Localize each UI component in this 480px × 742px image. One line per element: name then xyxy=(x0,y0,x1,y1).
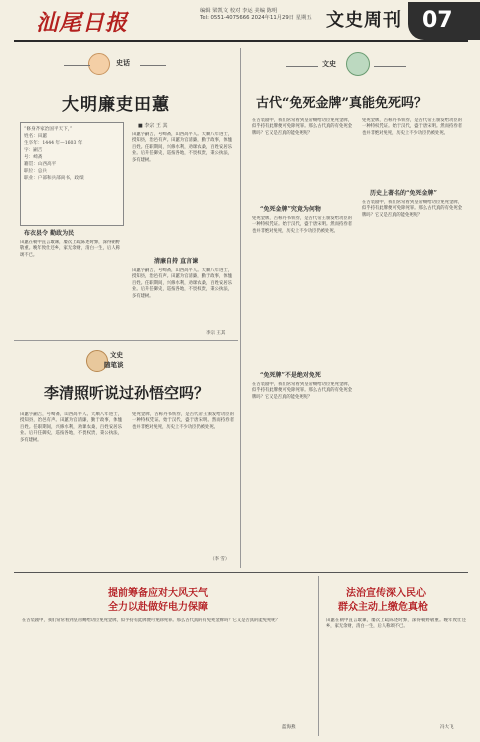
tel-line xyxy=(200,15,320,22)
article-liqingzhao xyxy=(14,342,238,568)
rt-body-col1-a: 在古装剧中，我们常常看到皇帝赐给功臣免死金牌，似乎持有此牌便可免除死罪。那么古代真的有免死金牌吗？它又是否真的能免死呢？ xyxy=(252,118,352,136)
tag-label-2: 随笔谈 xyxy=(104,361,124,369)
dianli-body: 在古装剧中，我们常常看到皇帝赐给功臣免死金牌，似乎持有此牌便可免除死罪。那么古代真的有免死金牌吗？它又是否真的能免死呢？ xyxy=(22,618,280,623)
rt-body-col1-b: 免死金牌，古称丹书铁券，是古代帝王颁发给功臣的一种特权凭证。始于汉代，盛于唐宋明。然而持券者也并非绝对免死，历史上不少功臣仍被处死。 xyxy=(252,216,352,234)
profile-line: 字：嗣吉 xyxy=(24,148,43,153)
profile-line: 生卒年：1444 年—1603 年 xyxy=(24,141,83,146)
headline-fazhi-2: 群众主动上缴危真枪 xyxy=(338,602,428,613)
body-text-col2-top: 田蕙字嗣吉，号崎斋，山西高平人。天顺八年进士，授知县，治邑有声。田蕙为官清廉，勤于政事，体恤百姓。任职期间，兴修水利，劝课农桑，百姓安居乐业。后升任御史，巡按各地，不畏权贵，秉公执法，多有建树。 xyxy=(132,132,232,163)
tag-label: 史话 xyxy=(116,58,130,67)
tag-underline-right xyxy=(140,65,166,66)
article-fazhi xyxy=(322,576,468,736)
tag-underline xyxy=(64,65,90,66)
tag-circle-icon xyxy=(346,52,370,76)
rt-body-col2-a: 免死金牌，古称丹书铁券，是古代帝王颁发给功臣的一种特权凭证。始于汉代，盛于唐宋明。然而持券者也并非绝对免死，历史上不少功臣仍被处死。 xyxy=(362,118,462,136)
body-text-col1: 田蕙在朝中直言敢谏，屡次上疏陈述时弊，深得朝野敬重。晚年致仕还乡，家无余财，清白一生，后人称颂不已。 xyxy=(20,240,120,258)
subhead-bushi: “免死牌”不是绝对免死 xyxy=(260,372,321,379)
row-divider xyxy=(14,340,238,341)
headline-mianssi: 古代“免死金牌”真能免死吗？ xyxy=(256,96,427,111)
tag-label-1: 文史 xyxy=(110,351,123,359)
profile-line: 姓名：田蕙 xyxy=(24,134,47,139)
logo-text: 汕尾日报 xyxy=(36,10,129,36)
section-tag-suibi xyxy=(100,346,150,374)
page-number-tab xyxy=(408,2,480,40)
subhead-zhuming: 历史上著名的“免死金牌” xyxy=(370,190,437,197)
profile-line: 职位：总兵 xyxy=(24,169,47,174)
mid-body-col2: 免死金牌，古称丹书铁券，是古代帝王颁发给功臣的一种特权凭证。始于汉代，盛于唐宋明。然而持券者也并非绝对免死，历史上不少功臣仍被处死。 xyxy=(132,412,234,430)
masthead xyxy=(0,0,480,44)
masthead-info xyxy=(200,8,320,22)
rt-body-col1-c: 在古装剧中，我们常常看到皇帝赐给功臣免死金牌，似乎持有此牌便可免除死罪。那么古代真的有免死金牌吗？它又是否真的能免死呢？ xyxy=(252,382,352,400)
date-text: 2024年11月29日 星期五 xyxy=(251,15,312,21)
fazhi-body: 田蕙在朝中直言敢谏，屡次上疏陈述时弊，深得朝野敬重。晚年致仕还乡，家无余财，清白一生，后人称颂不已。 xyxy=(326,618,466,630)
signature-liqingzhao: （李 雪） xyxy=(210,557,230,562)
profile-line: “修身齐家治国平天下，” xyxy=(24,127,73,132)
headline-dianli-1: 提前筹备应对大风天气 xyxy=(108,588,208,599)
page-number: 07 xyxy=(422,8,453,33)
section-tag-wenshi xyxy=(322,52,382,76)
subhead-qinglian: 清廉自持 直言谏 xyxy=(154,258,199,265)
profile-line: 职业：户部和兵部尚书，政绩 xyxy=(24,176,84,181)
rt-body-col2-b: 在古装剧中，我们常常看到皇帝赐给功臣免死金牌，似乎持有此牌便可免除死罪。那么古代真的有免死金牌吗？它又是否真的能免死呢？ xyxy=(362,200,462,218)
author-dianli: 蓝海燕 xyxy=(282,725,296,730)
byline: ■ 李宗 王 其 xyxy=(138,123,168,129)
tag-underline xyxy=(286,66,318,67)
tag-label: 文史 xyxy=(322,59,336,68)
headline-fazhi-1: 法治宣传深入民心 xyxy=(346,588,426,599)
tel-text: Tel: 0551-4075666 xyxy=(200,15,250,21)
masthead-rule xyxy=(14,40,468,42)
article-tianhui xyxy=(14,48,236,340)
tag-underline-right xyxy=(374,66,406,67)
bottom-column-divider xyxy=(318,576,319,736)
profile-line: 号：崎斋 xyxy=(24,155,43,160)
headline-dianli-2: 全力以赴做好电力保障 xyxy=(108,602,208,613)
bottom-rule xyxy=(14,572,468,573)
author-tianhui: 李宗 王其 xyxy=(206,331,226,336)
newspaper-logo xyxy=(36,6,136,38)
profile-box xyxy=(20,122,124,226)
author-fazhi: 冯大飞 xyxy=(440,725,454,730)
article-dianli xyxy=(14,576,314,736)
section-title: 文史周刊 xyxy=(326,10,402,31)
section-tag-shihua xyxy=(94,52,154,74)
column-divider xyxy=(240,48,241,568)
article-mianssi xyxy=(246,48,468,568)
headline-tianhui: 大明廉吏田蕙 xyxy=(62,95,170,115)
subhead-buyi: 布衣县令 勤政为民 xyxy=(24,230,75,237)
subhead-jiujing: “免死金牌”究竟为何物 xyxy=(260,206,321,213)
mid-body-col1: 田蕙字嗣吉，号崎斋，山西高平人。天顺八年进士，授知县，治邑有声。田蕙为官清廉，勤于政事，体恤百姓。任职期间，兴修水利，劝课农桑，百姓安居乐业。后升任御史，巡按各地，不畏权贵，秉公执法，多有建树。 xyxy=(20,412,122,443)
editor-line: 编辑 梁凯文 校对 李运 美编 陈明 xyxy=(200,8,278,14)
tag-circle-icon xyxy=(88,53,110,75)
body-text-col2-bottom: 田蕙字嗣吉，号崎斋，山西高平人。天顺八年进士，授知县，治邑有声。田蕙为官清廉，勤于政事，体恤百姓。任职期间，兴修水利，劝课农桑，百姓安居乐业。后升任御史，巡按各地，不畏权贵，秉公执法，多有建树。 xyxy=(132,268,232,299)
profile-line: 籍贯：山西高平 xyxy=(24,162,57,167)
headline-liqingzhao: 李清照听说过孙悟空吗？ xyxy=(44,384,210,402)
